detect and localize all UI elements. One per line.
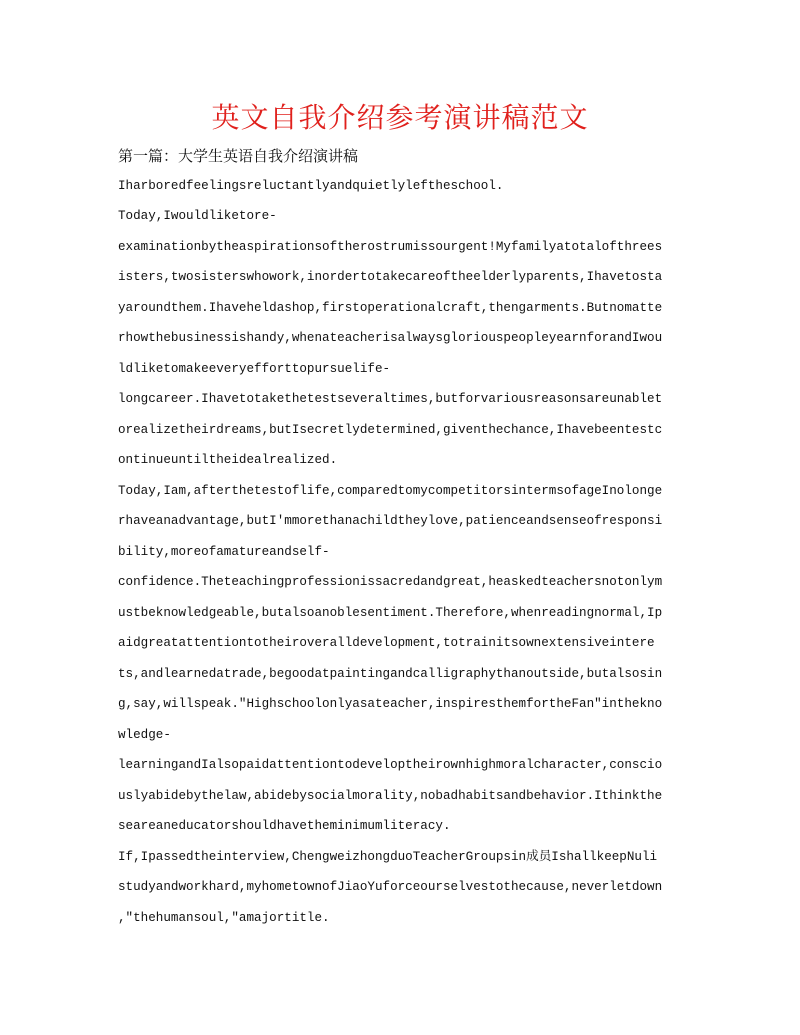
body-line: ontinueuntiltheidealrealized.	[118, 453, 338, 467]
body-line: Today,Iwouldliketore-	[118, 209, 277, 223]
body-line: rhaveanadvantage,butI'mmorethanachildtheylove,patienceandsenseofresponsi	[118, 514, 663, 528]
section-heading: 第一篇：大学生英语自我介绍演讲稿	[118, 147, 359, 165]
body-line: ts,andlearnedatrade,begoodatpaintingandcalligraphythanoutside,butalsosin	[118, 667, 663, 681]
body-line: examinationbytheaspirationsoftherostrumissourgent!Myfamilyatotalofthrees	[118, 240, 663, 254]
body-line: orealizetheirdreams,butIsecretlydetermined,giventhechance,Ihavebeentestc	[118, 423, 663, 437]
body-line: ldliketomakeeveryefforttopursuelife-	[118, 362, 391, 376]
body-line: studyandworkhard,myhometownofJiaoYuforceourselvestothecause,neverletdown	[118, 880, 663, 894]
body-line: seareaneducatorshouldhavetheminimumliteracy.	[118, 819, 451, 833]
body-line: yaroundthem.Ihaveheldashop,firstoperationalcraft,thengarments.Butnomatte	[118, 301, 663, 315]
body-line: ,"thehumansoul,"amajortitle.	[118, 911, 330, 925]
body-line: Today,Iam,afterthetestoflife,comparedtomycompetitorsintermsofageInolonge	[118, 484, 663, 498]
body-line: uslyabidebythelaw,abidebysocialmorality,nobadhabitsandbehavior.Ithinkthe	[118, 789, 663, 803]
document-title: 英文自我介绍参考演讲稿范文	[211, 101, 589, 134]
body-line: wledge-	[118, 728, 171, 742]
body-line: confidence.Theteachingprofessionissacredandgreat,heaskedteachersnotonlym	[118, 575, 663, 589]
body-line: bility,moreofamatureandself-	[118, 545, 330, 559]
body-line: g,say,willspeak."Highschoolonlyasateacher,inspiresthemfortheFan"inthekno	[118, 697, 663, 711]
body-line: Iharboredfeelingsreluctantlyandquietlyleftheschool.	[118, 179, 504, 193]
body-line: rhowthebusinessishandy,whenateacherisalwaysgloriouspeopleyearnforandIwou	[118, 331, 663, 345]
body-line: ustbeknowledgeable,butalsoanoblesentiment.Therefore,whenreadingnormal,Ip	[118, 606, 663, 620]
body-line: aidgreatattentiontotheiroveralldevelopment,totrainitsownextensiveintere	[118, 636, 655, 650]
body-line: If,Ipassedtheinterview,ChengweizhongduoTeacherGroupsin成员IshallkeepNuli	[118, 850, 658, 864]
body-line: longcareer.Ihavetotakethetestseveraltimes,butforvariousreasonsareunablet	[118, 392, 663, 406]
body-line: learningandIalsopaidattentiontodeveloptheirownhighmoralcharacter,conscio	[118, 758, 663, 772]
body-line: isters,twosisterswhowork,inordertotakecareoftheelderlyparents,Ihavetosta	[118, 270, 663, 284]
